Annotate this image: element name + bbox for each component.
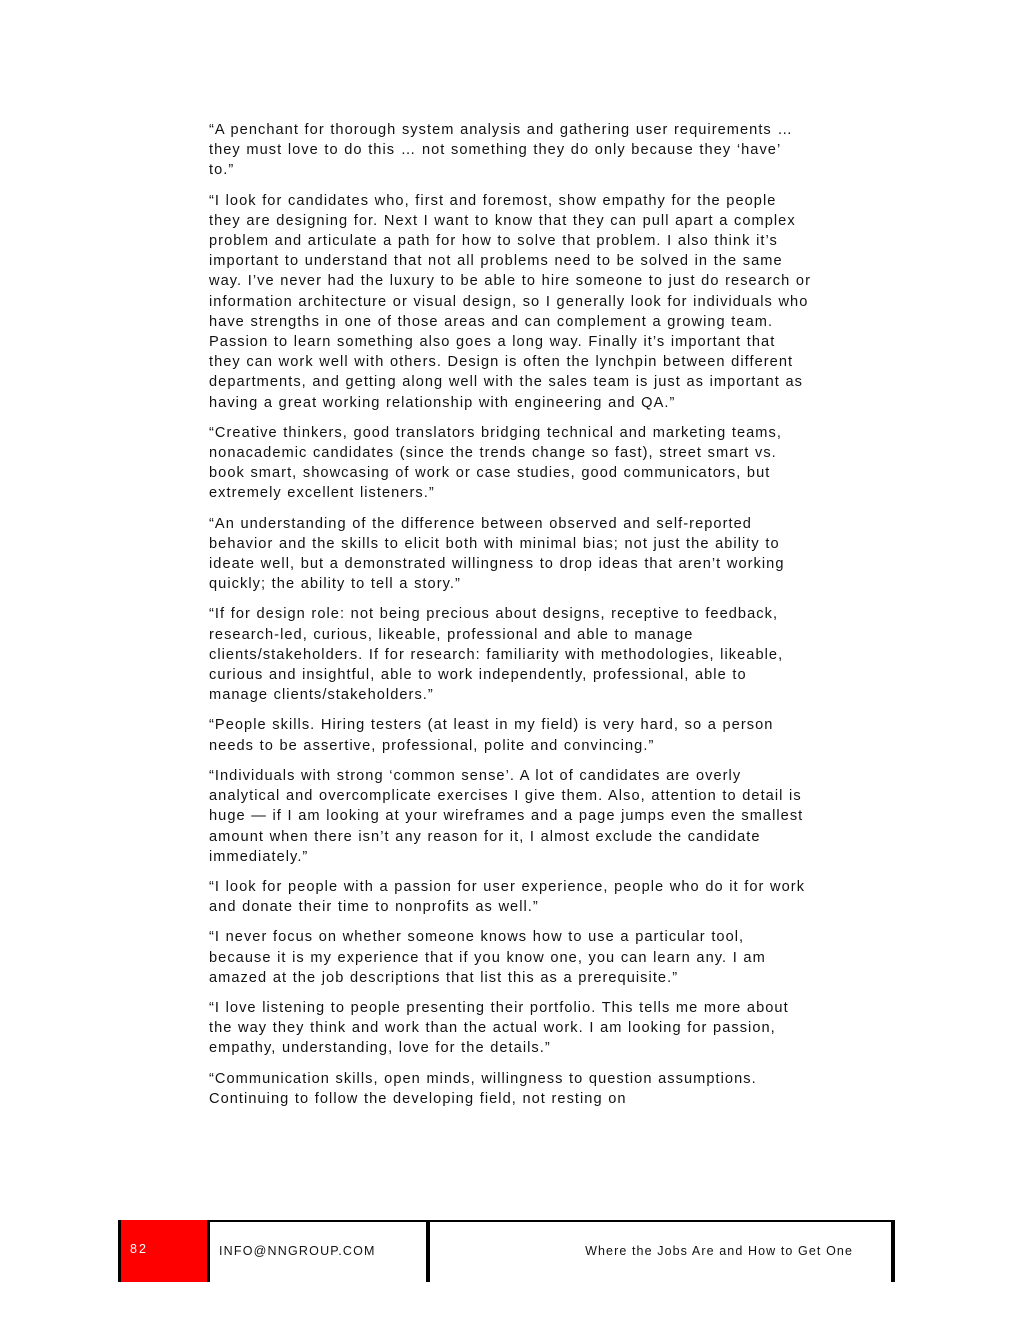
quote-list [209,120,811,1119]
quote-4: “An understanding of the difference between observed and self-reported behavior and the skills to elicit both with minimal bias; not just the ability to ideate well, but a demonstrated willingness to drop ideas that aren’t working quickly; the ability to tell a story.” [209,515,785,593]
quote-3: “Creative thinkers, good translators bridging technical and marketing teams, nonacademic candidates (since the trends change so fast), street smart vs. book smart, showcasing of work or case studies, good communicators, but extremely excellent listeners.” [209,424,782,502]
quote-2: “I look for candidates who, first and foremost, show empathy for the people they are designing for. Next I want to know that they can pull apart a complex problem and articulate a path for how to solve that problem. I also think it’s important to understand that not all problems need to be solved in the same way. I’ve never had the luxury to be able to hire someone to just do research or information architecture or visual design, so I generally look for individuals who have strengths in one of those areas and can complement a growing team. Passion to learn something also goes a long way. Finally it’s important that they can work well with others. Design is often the lynchpin between different departments, and getting along well with the sales team is just as important as having a great working relationship with engineering and QA.” [209,192,811,411]
quote-5: “If for design role: not being precious about designs, receptive to feedback, research-led, curious, likeable, professional and able to manage clients/stakeholders. If for research: familiarity with methodologies, likeable, curious and insightful, able to work independently, professional, able to manage clients/stakeholders.” [209,606,784,704]
footer-email: INFO@NNGROUP.COM [219,1244,376,1258]
footer-right-edge [891,1220,895,1282]
page-number-box [118,1220,210,1282]
quote-1: “A penchant for thorough system analysis and gathering user requirements … they must love to do this … not something they do only because they ‘have’ to.” [209,122,794,179]
quote-9: “I never focus on whether someone knows how to use a particular tool, because it is my experience that if you know one, you can learn any. I am amazed at the job descriptions that list this as a prerequisite.” [209,929,766,986]
quote-8: “I look for people with a passion for user experience, people who do it for work and donate their time to nonprofits as well.” [209,878,806,916]
footer-left-edge [118,1220,121,1282]
footer-divider [426,1220,430,1282]
quote-11: “Communication skills, open minds, willingness to question assumptions. Continuing to follow the developing field, not resting on [209,1070,757,1107]
quote-7: “Individuals with strong ‘common sense’. A lot of candidates are overly analytical and overcomplicate exercises I give them. Also, attention to detail is huge — if I am looking at your wireframes and a page jumps even the smallest amount when there isn’t any reason for it, I almost exclude the candidate immediately.” [209,767,804,865]
quote-6: “People skills. Hiring testers (at least in my field) is very hard, so a person needs to be assertive, professional, polite and convincing.” [209,717,774,754]
footer-book-title: Where the Jobs Are and How to Get One [585,1244,853,1258]
page-number: 82 [130,1242,148,1256]
quote-10: “I love listening to people presenting their portfolio. This tells me more about the way they think and work than the actual work. I am looking for passion, empathy, understanding, love for the details.” [209,999,789,1057]
page-footer [118,1220,895,1280]
